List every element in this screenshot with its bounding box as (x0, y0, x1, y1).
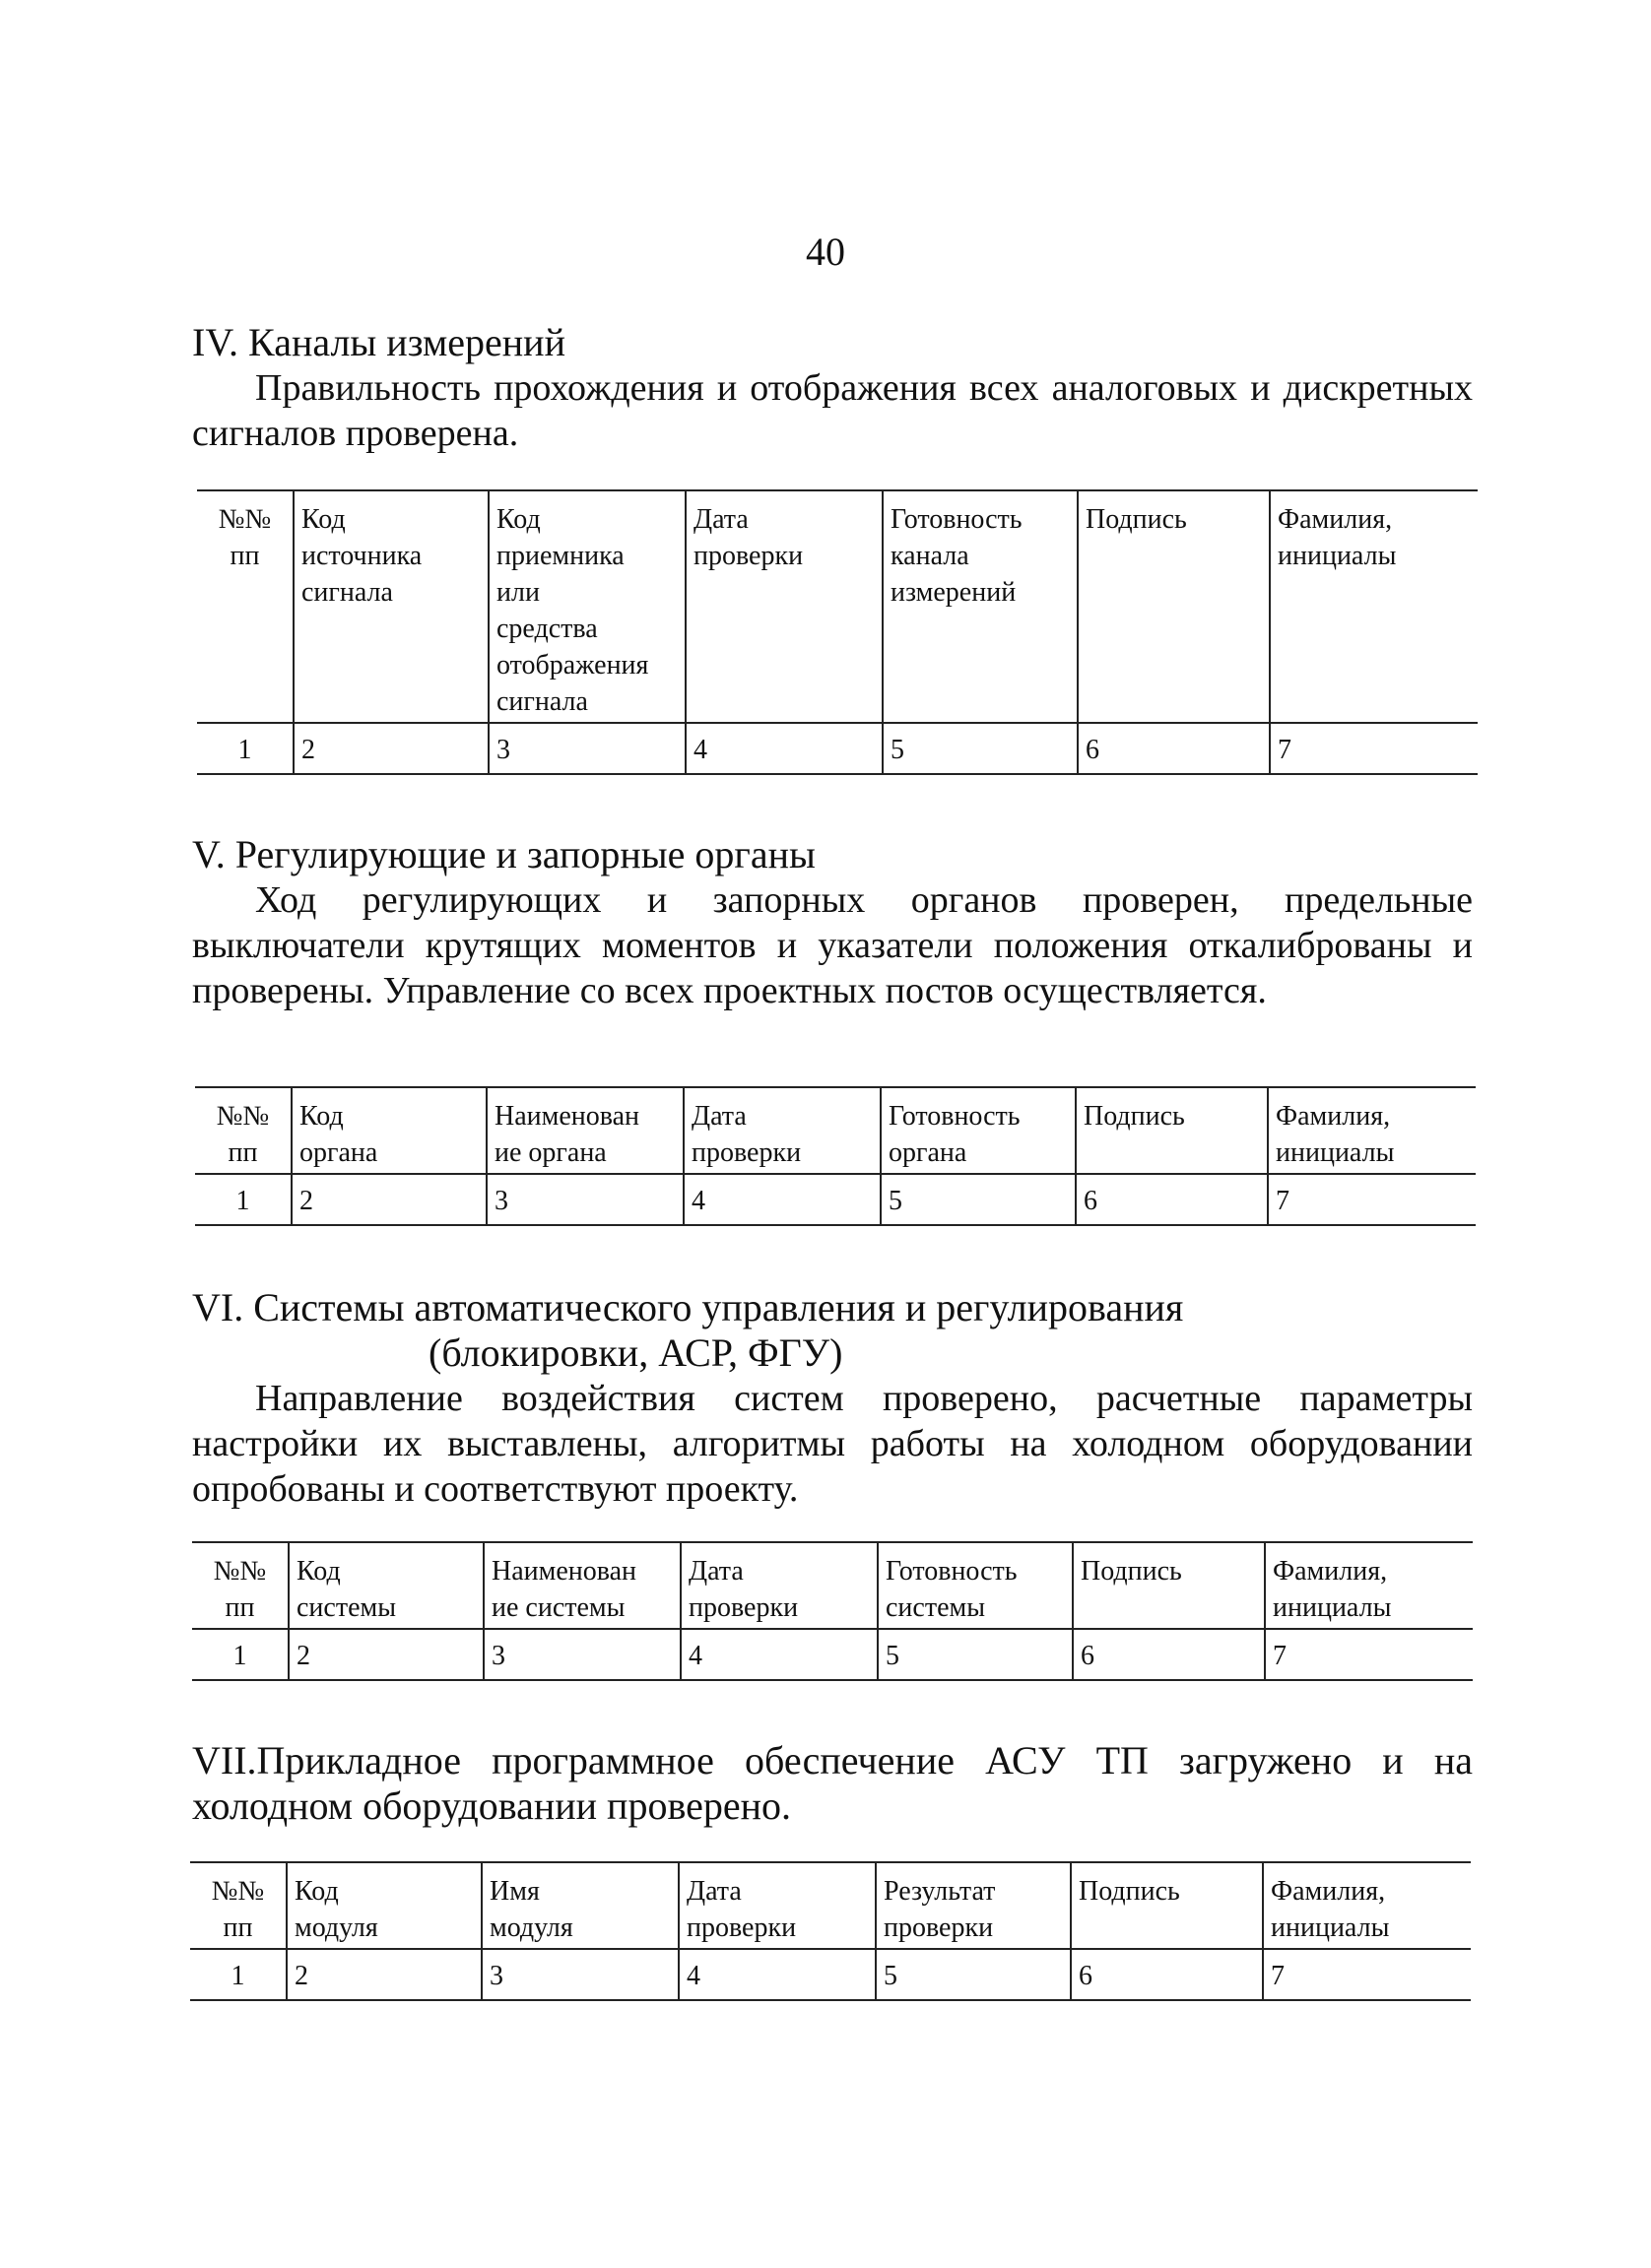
section-vi-title-line1: VI. Системы автоматического управления и регулирования (192, 1285, 1184, 1329)
header-cell-line: проверки (693, 541, 804, 571)
column-number-cell: 1 (192, 1629, 289, 1680)
header-cell-line: Код (496, 504, 541, 535)
page-number: 40 (806, 229, 845, 274)
header-cell-line: №№ (218, 504, 272, 535)
header-cell (482, 1862, 679, 1949)
column-number-cell: 6 (1076, 1174, 1268, 1225)
column-number-cell: 2 (289, 1629, 484, 1680)
header-cell-line: измерений (891, 577, 1017, 608)
header-cell-line: инициалы (1271, 1912, 1390, 1943)
column-number-cell: 2 (294, 723, 489, 774)
header-cell (679, 1862, 876, 1949)
header-cell-line: органа (299, 1137, 378, 1168)
header-cell-line: отображения (496, 650, 649, 680)
header-cell (190, 1862, 287, 1949)
header-cell (1078, 490, 1270, 723)
header-cell-line: №№ (213, 1556, 267, 1587)
section-v-text: Ход регулирующих и запорных органов проверен, предельные выключатели крутящих моментов и указатели положения откалиброваны и проверены. Управление со всех проектных постов осуществляется. (192, 879, 1473, 1011)
header-cell-line: Фамилия, (1273, 1556, 1388, 1587)
column-number-cell: 3 (489, 723, 686, 774)
column-number-cell: 3 (484, 1629, 681, 1680)
header-cell-line: Результат (884, 1876, 996, 1907)
header-cell (684, 1087, 881, 1174)
column-number-cell: 7 (1268, 1174, 1476, 1225)
header-cell-line: проверки (692, 1137, 802, 1168)
header-cell (1073, 1542, 1265, 1629)
header-cell (287, 1862, 482, 1949)
column-number-cell: 2 (292, 1174, 487, 1225)
header-cell-line: Дата (689, 1556, 744, 1587)
header-cell (681, 1542, 878, 1629)
column-number-cell: 4 (684, 1174, 881, 1225)
header-cell-line: Дата (692, 1101, 747, 1132)
section-iv-title: IV. Каналы измерений (192, 320, 565, 364)
header-cell-line: или (496, 577, 540, 608)
header-cell (195, 1087, 292, 1174)
header-cell-line: сигнала (496, 686, 588, 717)
header-cell-line: органа (889, 1137, 967, 1168)
header-cell-line: модуля (490, 1912, 573, 1943)
header-cell-line: инициалы (1276, 1137, 1395, 1168)
table-measurement-channels (197, 489, 1478, 775)
header-cell (878, 1542, 1073, 1629)
header-cell (489, 490, 686, 723)
header-cell-line: пп (230, 541, 260, 571)
header-cell-line: инициалы (1278, 541, 1397, 571)
header-cell-line: ие органа (495, 1137, 607, 1168)
header-cell (883, 490, 1078, 723)
header-cell (192, 1542, 289, 1629)
table-automatic-systems (192, 1541, 1473, 1681)
column-number-cell: 2 (287, 1949, 482, 2000)
table-number-row (195, 1174, 1476, 1225)
header-cell-line: Дата (687, 1876, 742, 1907)
header-cell (1270, 490, 1478, 723)
header-cell-line: Готовность (891, 504, 1023, 535)
header-cell (484, 1542, 681, 1629)
header-cell-line: Дата (693, 504, 749, 535)
column-number-cell: 3 (482, 1949, 679, 2000)
column-number-cell: 6 (1073, 1629, 1265, 1680)
section-vi (192, 1285, 1473, 1512)
section-v-title: V. Регулирующие и запорные органы (192, 832, 816, 876)
header-cell (487, 1087, 684, 1174)
header-cell (1265, 1542, 1473, 1629)
column-number-cell: 7 (1270, 723, 1478, 774)
header-cell-line: приемника (496, 541, 625, 571)
column-number-cell: 1 (197, 723, 294, 774)
header-cell-line: модуля (295, 1912, 378, 1943)
header-cell-line: Подпись (1081, 1556, 1182, 1587)
table-number-row (197, 723, 1478, 774)
column-number-cell: 4 (681, 1629, 878, 1680)
table-number-row (190, 1949, 1471, 2000)
header-cell-line: Подпись (1086, 504, 1187, 535)
table-header-row (192, 1542, 1473, 1629)
header-cell-line: Наименован (492, 1556, 637, 1587)
header-cell (1268, 1087, 1476, 1174)
header-cell-line: Код (299, 1101, 344, 1132)
header-cell (1263, 1862, 1471, 1949)
header-cell-line: пп (225, 1592, 255, 1623)
column-number-cell: 3 (487, 1174, 684, 1225)
table-control-bodies (195, 1086, 1476, 1226)
header-cell (881, 1087, 1076, 1174)
header-cell-line: Код (297, 1556, 341, 1587)
header-cell-line: проверки (689, 1592, 799, 1623)
header-cell-line: Фамилия, (1278, 504, 1393, 535)
header-cell-line: системы (297, 1592, 397, 1623)
column-number-cell: 1 (195, 1174, 292, 1225)
header-cell-line: №№ (216, 1101, 270, 1132)
column-number-cell: 7 (1265, 1629, 1473, 1680)
table-header-row (197, 490, 1478, 723)
column-number-cell: 6 (1078, 723, 1270, 774)
column-number-cell: 7 (1263, 1949, 1471, 2000)
column-number-cell: 4 (686, 723, 883, 774)
header-cell-line: Код (295, 1876, 339, 1907)
table-header-row (195, 1087, 1476, 1174)
header-cell (1071, 1862, 1263, 1949)
header-cell-line: Код (301, 504, 346, 535)
header-cell-line: Фамилия, (1271, 1876, 1386, 1907)
table-software (190, 1861, 1471, 2001)
header-cell (1076, 1087, 1268, 1174)
header-cell (686, 490, 883, 723)
header-cell-line: Подпись (1084, 1101, 1185, 1132)
header-cell-line: пп (228, 1137, 258, 1168)
section-vi-text: Направление воздействия систем проверено, расчетные параметры настройки их выставлены, алгоритмы работы на холодном оборудовании опробованы и соответствуют проекту. (192, 1378, 1473, 1510)
column-number-cell: 5 (881, 1174, 1076, 1225)
header-cell-line: Наименован (495, 1101, 640, 1132)
table-header-row (190, 1862, 1471, 1949)
section-vii-text: VII.Прикладное программное обеспечение АСУ ТП загружено и на холодном оборудовании проверено. (192, 1738, 1473, 1828)
column-number-cell: 5 (876, 1949, 1071, 2000)
header-cell-line: инициалы (1273, 1592, 1392, 1623)
header-cell (289, 1542, 484, 1629)
header-cell-line: системы (886, 1592, 986, 1623)
section-v (192, 832, 1473, 1013)
header-cell-line: Фамилия, (1276, 1101, 1391, 1132)
section-iv-text: Правильность прохождения и отображения всех аналоговых и дискретных сигналов проверена. (192, 367, 1473, 454)
column-number-cell: 6 (1071, 1949, 1263, 2000)
header-cell-line: средства (496, 614, 598, 644)
column-number-cell: 5 (878, 1629, 1073, 1680)
header-cell-line: ие системы (492, 1592, 626, 1623)
section-vii (192, 1738, 1473, 1829)
header-cell-line: проверки (884, 1912, 994, 1943)
header-cell-line: канала (891, 541, 969, 571)
header-cell (292, 1087, 487, 1174)
column-number-cell: 1 (190, 1949, 287, 2000)
header-cell-line: №№ (211, 1876, 265, 1907)
header-cell-line: Готовность (889, 1101, 1021, 1132)
section-iv (192, 320, 1473, 456)
table-number-row (192, 1629, 1473, 1680)
header-cell-line: источника (301, 541, 423, 571)
header-cell (197, 490, 294, 723)
header-cell-line: Имя (490, 1876, 540, 1907)
header-cell-line: сигнала (301, 577, 393, 608)
header-cell-line: проверки (687, 1912, 797, 1943)
section-vi-title-line2: (блокировки, АСР, ФГУ) (429, 1330, 843, 1375)
header-cell (294, 490, 489, 723)
column-number-cell: 5 (883, 723, 1078, 774)
header-cell-line: Подпись (1079, 1876, 1180, 1907)
header-cell-line: Готовность (886, 1556, 1018, 1587)
header-cell (876, 1862, 1071, 1949)
header-cell-line: пп (223, 1912, 253, 1943)
column-number-cell: 4 (679, 1949, 876, 2000)
